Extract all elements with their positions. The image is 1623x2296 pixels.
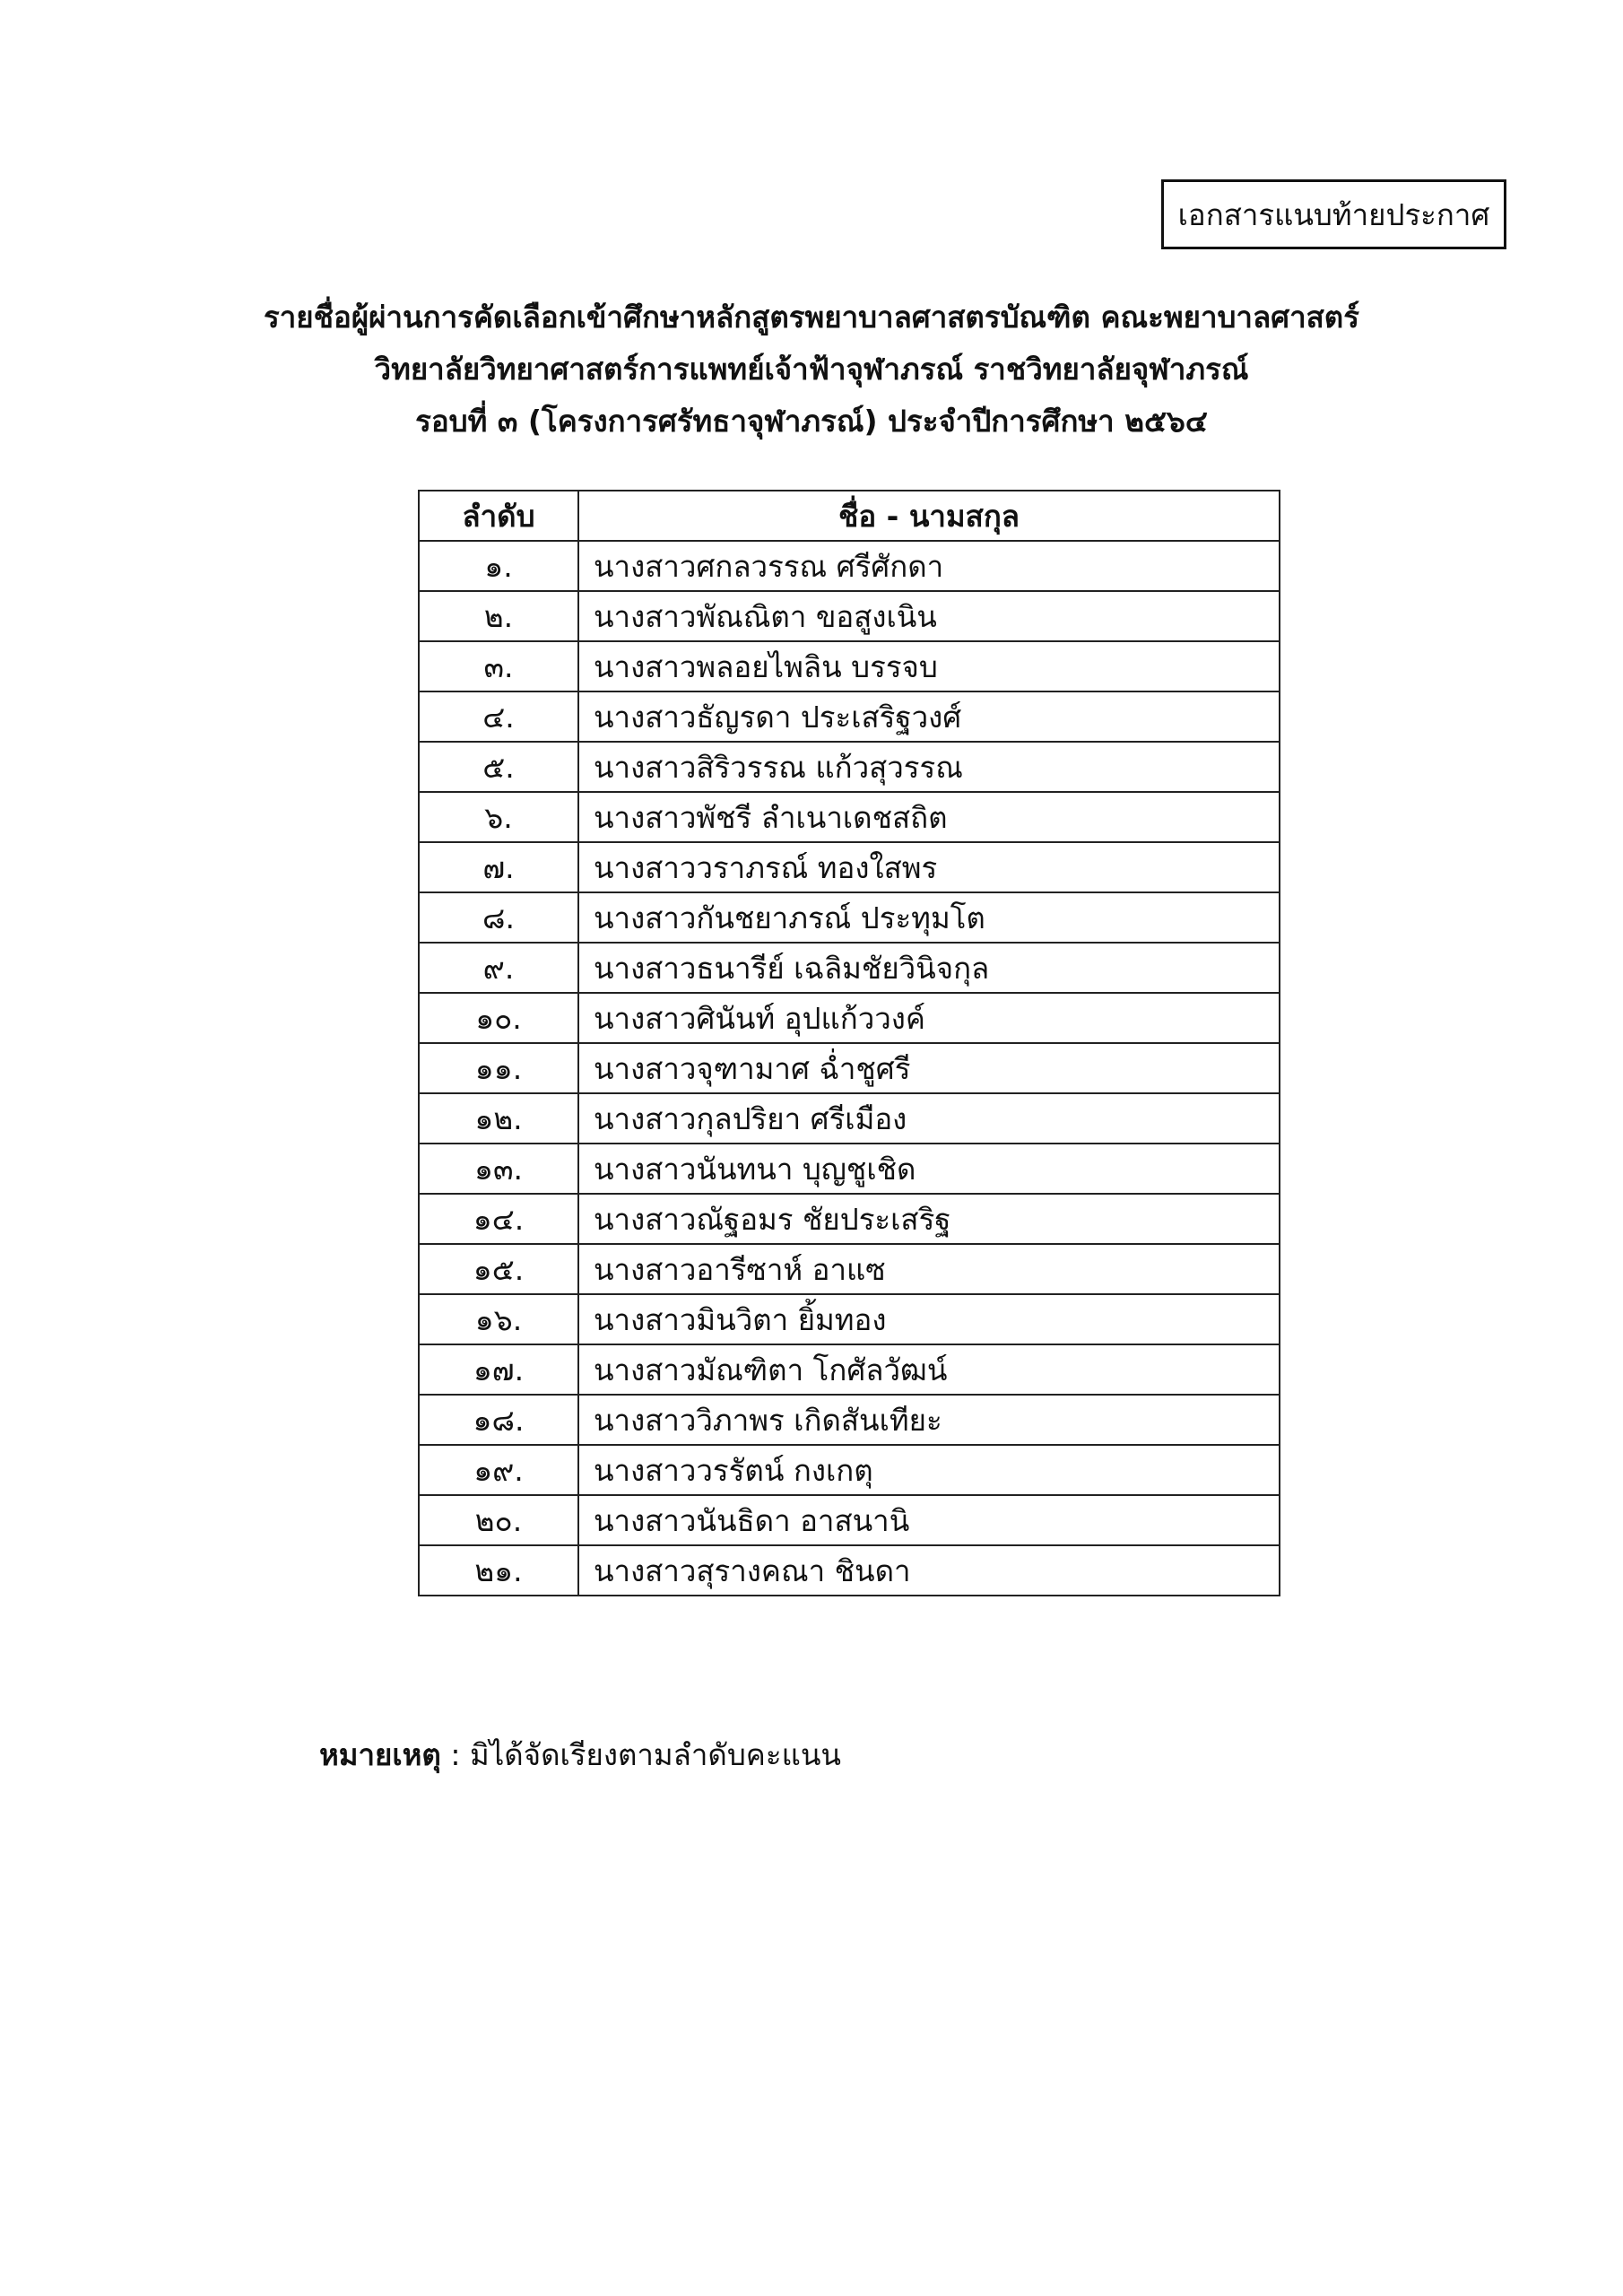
row-number: ๑๕. — [419, 1244, 578, 1294]
title-line-1: รายชื่อผู้ผ่านการคัดเลือกเข้าศึกษาหลักสูตรพยาบาลศาสตรบัณฑิต คณะพยาบาลศาสตร์ — [264, 300, 1359, 335]
row-full-name: นางสาววิภาพร เกิดสันเทียะ — [578, 1395, 1280, 1445]
table-row — [419, 641, 1280, 691]
column-header-name: ชื่อ - นามสกุล — [578, 491, 1280, 541]
row-full-name: นางสาวพัชรี ลำเนาเดชสถิต — [578, 792, 1280, 842]
row-full-name: นางสาวสุรางคณา ชินดา — [578, 1545, 1280, 1596]
row-full-name: นางสาวมินวิตา ยิ้มทอง — [578, 1294, 1280, 1344]
row-full-name: นางสาวณัฐอมร ชัยประเสริฐ — [578, 1194, 1280, 1244]
table-row — [419, 541, 1280, 591]
title-line-2: วิทยาลัยวิทยาศาสตร์การแพทย์เจ้าฟ้าจุฬาภรณ์ ราชวิทยาลัยจุฬาภรณ์ — [374, 352, 1249, 387]
table-row — [419, 591, 1280, 641]
row-number: ๑๖. — [419, 1294, 578, 1344]
row-number: ๒๑. — [419, 1545, 578, 1596]
row-number: ๖. — [419, 792, 578, 842]
table-row — [419, 1043, 1280, 1093]
row-full-name: นางสาวจุฑามาศ ฉ่ำชูศรี — [578, 1043, 1280, 1093]
row-full-name: นางสาววราภรณ์ ทองใสพร — [578, 842, 1280, 892]
row-number: ๒. — [419, 591, 578, 641]
document-title — [0, 291, 1623, 448]
row-number: ๑๒. — [419, 1093, 578, 1144]
row-full-name: นางสาวมัณฑิตา โกศัลวัฒน์ — [578, 1344, 1280, 1395]
table-row — [419, 1545, 1280, 1596]
table-row — [419, 1093, 1280, 1144]
table-row — [419, 1395, 1280, 1445]
row-number: ๙. — [419, 943, 578, 993]
row-full-name: นางสาววรรัตน์ กงเกตุ — [578, 1445, 1280, 1495]
table-body — [419, 541, 1280, 1596]
row-full-name: นางสาวศกลวรรณ ศรีศักดา — [578, 541, 1280, 591]
row-full-name: นางสาวธนารีย์ เฉลิมชัยวินิจกุล — [578, 943, 1280, 993]
row-number: ๓. — [419, 641, 578, 691]
row-number: ๑๘. — [419, 1395, 578, 1445]
footnote — [319, 1731, 841, 1779]
table-row — [419, 1144, 1280, 1194]
row-number: ๑. — [419, 541, 578, 591]
row-number: ๗. — [419, 842, 578, 892]
row-full-name: นางสาวสิริวรรณ แก้วสุวรรณ — [578, 742, 1280, 792]
table-row — [419, 742, 1280, 792]
table-header-row — [419, 491, 1280, 541]
row-number: ๑๐. — [419, 993, 578, 1043]
row-full-name: นางสาวนันธิดา อาสนานิ — [578, 1495, 1280, 1545]
name-list-table — [418, 490, 1280, 1596]
row-number: ๑๙. — [419, 1445, 578, 1495]
title-line-3: รอบที่ ๓ (โครงการศรัทธาจุฬาภรณ์) ประจำปีการศึกษา ๒๕๖๔ — [415, 404, 1208, 439]
table-row — [419, 993, 1280, 1043]
row-number: ๕. — [419, 742, 578, 792]
row-full-name: นางสาวพัณณิตา ขอสูงเนิน — [578, 591, 1280, 641]
row-number: ๑๗. — [419, 1344, 578, 1395]
table-row — [419, 691, 1280, 742]
row-full-name: นางสาวกันชยาภรณ์ ประทุมโต — [578, 892, 1280, 943]
table-row — [419, 943, 1280, 993]
row-number: ๘. — [419, 892, 578, 943]
row-number: ๑๓. — [419, 1144, 578, 1194]
table-row — [419, 892, 1280, 943]
table-row — [419, 792, 1280, 842]
row-number: ๔. — [419, 691, 578, 742]
column-header-order: ลำดับ — [419, 491, 578, 541]
footnote-label: หมายเหตุ — [319, 1737, 441, 1772]
footnote-separator: : — [440, 1737, 470, 1772]
table-row — [419, 1495, 1280, 1545]
row-full-name: นางสาวธัญรดา ประเสริฐวงศ์ — [578, 691, 1280, 742]
row-number: ๑๔. — [419, 1194, 578, 1244]
row-full-name: นางสาวกุลปริยา ศรีเมือง — [578, 1093, 1280, 1144]
table-row — [419, 1294, 1280, 1344]
row-full-name: นางสาวอารีซาห์ อาแซ — [578, 1244, 1280, 1294]
row-full-name: นางสาวนันทนา บุญชูเชิด — [578, 1144, 1280, 1194]
row-full-name: นางสาวพลอยไพลิน บรรจบ — [578, 641, 1280, 691]
row-full-name: นางสาวศินันท์ อุปแก้ววงค์ — [578, 993, 1280, 1043]
table-row — [419, 1445, 1280, 1495]
row-number: ๑๑. — [419, 1043, 578, 1093]
table-row — [419, 842, 1280, 892]
table-row — [419, 1194, 1280, 1244]
footnote-text: มิได้จัดเรียงตามลำดับคะแนน — [469, 1737, 841, 1772]
table-row — [419, 1344, 1280, 1395]
table-row — [419, 1244, 1280, 1294]
row-number: ๒๐. — [419, 1495, 578, 1545]
attachment-label: เอกสารแนบท้ายประกาศ — [1161, 179, 1506, 249]
